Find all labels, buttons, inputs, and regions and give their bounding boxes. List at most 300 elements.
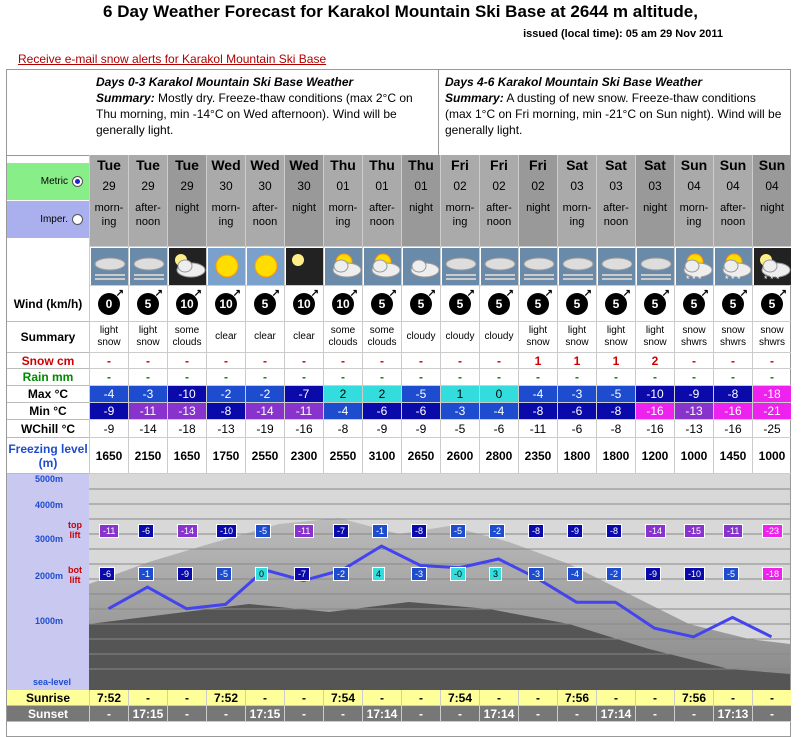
column-header <box>89 155 128 247</box>
snow-sun-icon <box>713 247 752 286</box>
sunrise-cell <box>206 690 245 706</box>
col-period: morn-ing <box>328 202 358 228</box>
cell-text: -9 <box>103 421 115 436</box>
bottom-lift-temp: -0 <box>450 567 466 581</box>
snow-cell <box>479 353 518 369</box>
top-lift-temp: -14 <box>645 524 666 538</box>
imperial-radio-icon[interactable] <box>72 214 83 225</box>
wind-speed: 10 <box>297 296 311 311</box>
cell-text: - <box>224 353 228 368</box>
max-temp-cell <box>362 386 401 403</box>
summary-cell <box>479 322 518 353</box>
min-temp-cell <box>89 403 128 420</box>
wind-speed: 5 <box>612 296 620 311</box>
cell-text: 2300 <box>290 448 318 463</box>
top-lift-temp: -11 <box>294 524 314 538</box>
sunrise-cell <box>440 690 479 706</box>
label-wind: Wind (km/h) <box>7 286 89 322</box>
cell-text: - <box>497 353 501 368</box>
col-date: 29 <box>180 179 194 193</box>
top-lift-temp: -14 <box>177 524 198 538</box>
wind-speed: 10 <box>180 296 194 311</box>
summary-text: snow shwrs <box>680 325 708 348</box>
bottom-lift-temp: -2 <box>606 567 622 581</box>
sunset-cell <box>128 706 167 722</box>
cell-text: -11 <box>529 421 547 436</box>
fog-icon <box>479 247 518 286</box>
sunrise-cell <box>89 690 128 706</box>
sunrise-cell <box>167 690 206 706</box>
wind-speed: 5 <box>534 296 542 311</box>
col-period: night <box>409 202 433 214</box>
label-freezing: Freezing level (m) <box>7 438 89 474</box>
cell-text: -6 <box>493 421 505 436</box>
min-temp-cell <box>245 403 284 420</box>
col-period: morn-ing <box>679 202 709 228</box>
col-period: after-noon <box>369 202 395 228</box>
alt-4000: 4000m <box>35 500 64 510</box>
wind-speed: 5 <box>261 296 269 311</box>
cell-text: 1000 <box>758 448 786 463</box>
min-temp-cell <box>401 403 440 420</box>
snow-cell <box>245 353 284 369</box>
summary-text: snow shwrs <box>719 325 747 348</box>
rain-cell <box>713 369 752 386</box>
cell-text: -9 <box>376 421 388 436</box>
freezing-level-cell <box>362 438 401 474</box>
metric-radio-icon[interactable] <box>72 176 83 187</box>
freezing-level-cell <box>674 438 713 474</box>
wind-cell <box>440 286 479 322</box>
summary-left-key: Summary: <box>96 91 155 105</box>
sunrise-cell <box>518 690 557 706</box>
wind-icon: 5 ↗ <box>410 293 432 315</box>
min-temp-cell <box>752 403 791 420</box>
summary-cell <box>635 322 674 353</box>
col-day: Sat <box>644 157 666 173</box>
column-header <box>713 155 752 247</box>
cell-text: -16 <box>646 421 664 436</box>
snow-cell <box>440 353 479 369</box>
sunset-cell <box>674 706 713 722</box>
rain-cell <box>167 369 206 386</box>
summary-text: snow shwrs <box>758 325 786 348</box>
wind-cell <box>518 286 557 322</box>
snow-cell <box>518 353 557 369</box>
summary-cell <box>167 322 206 353</box>
label-min: Min °C <box>7 403 89 420</box>
cell-text: -13 <box>685 421 703 436</box>
freezing-level-cell <box>635 438 674 474</box>
sunset-cell <box>440 706 479 722</box>
summary-cell <box>89 322 128 353</box>
summary-cell <box>362 322 401 353</box>
freezing-level-cell <box>479 438 518 474</box>
cell-text: 3100 <box>368 448 396 463</box>
summary-text: clear <box>293 331 315 342</box>
summary-days-4-6 <box>439 70 790 155</box>
cell-text: 2600 <box>446 448 474 463</box>
cell-text: -13 <box>685 404 703 418</box>
fog-icon <box>518 247 557 286</box>
freezing-level-cell <box>596 438 635 474</box>
freezing-level-cell <box>518 438 557 474</box>
cell-text: - <box>770 706 774 721</box>
snow-moon-icon <box>752 247 791 286</box>
wchill-cell <box>557 420 596 438</box>
cell-text: - <box>302 370 306 384</box>
col-day: Tue <box>97 157 121 173</box>
sunset-cell <box>713 706 752 722</box>
col-date: 01 <box>414 179 428 193</box>
column-header <box>362 155 401 247</box>
freezing-level-cell <box>245 438 284 474</box>
col-day: Fri <box>490 157 508 173</box>
max-temp-cell <box>89 386 128 403</box>
top-lift-temp: -7 <box>333 524 349 538</box>
bottom-lift-temp: -10 <box>684 567 705 581</box>
alt-1000: 1000m <box>35 616 64 626</box>
summary-text: cloudy <box>484 331 514 342</box>
max-temp-cell <box>596 386 635 403</box>
wchill-cell <box>401 420 440 438</box>
cell-text: - <box>341 706 345 721</box>
min-temp-cell <box>518 403 557 420</box>
label-rain: Rain mm <box>7 369 89 386</box>
summary-cell <box>518 322 557 353</box>
wchill-cell <box>362 420 401 438</box>
cell-text: - <box>302 353 306 368</box>
cell-text: - <box>380 370 384 384</box>
rain-cell <box>245 369 284 386</box>
rain-cell <box>752 369 791 386</box>
col-day: Fri <box>529 157 547 173</box>
rain-cell <box>596 369 635 386</box>
cell-text: - <box>692 353 696 368</box>
cell-text: 1000 <box>680 448 708 463</box>
col-date: 02 <box>531 179 545 193</box>
cell-text: -2 <box>220 387 232 401</box>
cell-text: -16 <box>295 421 313 436</box>
summary-right-text: A dusting of new snow. Freeze-thaw conditions (max 1°C on Fri morning, min -21°C on Sun night). Wind will be generally light. <box>445 91 782 137</box>
wind-speed: 5 <box>651 296 659 311</box>
max-temp-cell <box>635 386 674 403</box>
cell-text: -4 <box>493 404 505 418</box>
wchill-cell <box>245 420 284 438</box>
col-date: 04 <box>726 179 740 193</box>
sunset-cell <box>752 706 791 722</box>
cell-text: -3 <box>142 387 154 401</box>
cell-text: -8 <box>610 421 622 436</box>
wind-icon: 5 ↗ <box>488 293 510 315</box>
rain-cell <box>518 369 557 386</box>
label-sunrise: Sunrise <box>7 690 89 706</box>
wind-cell <box>713 286 752 322</box>
col-date: 01 <box>336 179 350 193</box>
cell-text: - <box>770 690 774 705</box>
col-day: Sat <box>605 157 627 173</box>
sunrise-cell <box>557 690 596 706</box>
alt-2000: 2000m <box>35 571 64 581</box>
cell-text: - <box>146 690 150 705</box>
cell-text: -13 <box>217 421 235 436</box>
column-header <box>518 155 557 247</box>
freezing-level-cell <box>557 438 596 474</box>
cell-text: - <box>185 370 189 384</box>
forecast-table <box>6 69 791 737</box>
rain-cell <box>284 369 323 386</box>
freezing-level-cell <box>206 438 245 474</box>
cell-text: 1450 <box>719 448 747 463</box>
freezing-level-cell <box>167 438 206 474</box>
col-day: Sat <box>566 157 588 173</box>
col-period: after-noon <box>252 202 278 228</box>
issued-time: issued (local time): 05 am 29 Nov 2011 <box>523 28 723 40</box>
cell-text: - <box>146 353 150 368</box>
summary-text: clear <box>215 331 237 342</box>
cell-text: 2 <box>378 387 386 401</box>
summary-text: some clouds <box>172 325 202 348</box>
freezing-level-cell <box>752 438 791 474</box>
wchill-cell <box>752 420 791 438</box>
cell-text: 17:14 <box>366 706 398 721</box>
top-lift-temp: -10 <box>216 524 237 538</box>
cell-text: -21 <box>763 404 781 418</box>
cell-text: - <box>458 706 462 721</box>
max-temp-cell <box>557 386 596 403</box>
min-temp-cell <box>674 403 713 420</box>
cell-text: 17:15 <box>132 706 164 721</box>
summary-text: some clouds <box>328 325 358 348</box>
bottom-lift-temp: -1 <box>138 567 154 581</box>
cell-text: 2350 <box>524 448 552 463</box>
sunset-cell <box>167 706 206 722</box>
wind-cell <box>89 286 128 322</box>
cell-text: 7:54 <box>447 690 473 705</box>
summary-cell <box>401 322 440 353</box>
cell-text: 17:15 <box>249 706 281 721</box>
cell-text: - <box>692 370 696 384</box>
bottom-lift-temp: -9 <box>645 567 661 581</box>
cell-text: -10 <box>646 387 664 401</box>
snow-cell <box>323 353 362 369</box>
wchill-cell <box>674 420 713 438</box>
cell-text: - <box>653 690 657 705</box>
wind-cell <box>167 286 206 322</box>
cell-text: 7:54 <box>330 690 356 705</box>
cell-text: - <box>536 370 540 384</box>
bottom-lift-temp: -3 <box>528 567 544 581</box>
cell-text: - <box>185 353 189 368</box>
snow-cell <box>713 353 752 369</box>
sunset-cell <box>479 706 518 722</box>
cell-text: 1200 <box>641 448 669 463</box>
cell-text: 2650 <box>407 448 435 463</box>
summary-text: light snow <box>97 325 121 348</box>
wchill-cell <box>89 420 128 438</box>
max-temp-cell <box>401 386 440 403</box>
wind-cell <box>401 286 440 322</box>
imperial-toggle[interactable] <box>7 201 89 238</box>
column-header <box>440 155 479 247</box>
sunrise-cell <box>245 690 284 706</box>
label-snow: Snow cm <box>7 353 89 369</box>
col-day: Thu <box>369 157 395 173</box>
freezing-level-graph <box>89 474 790 690</box>
top-lift-label: top lift <box>68 520 82 540</box>
cell-text: -6 <box>571 404 583 418</box>
wind-speed: 5 <box>768 296 776 311</box>
cell-text: -3 <box>454 404 466 418</box>
bottom-lift-temp: 0 <box>255 567 268 581</box>
wchill-cell <box>635 420 674 438</box>
col-day: Wed <box>211 157 241 173</box>
wind-cell <box>557 286 596 322</box>
top-lift-temp: -11 <box>99 524 119 538</box>
column-header <box>128 155 167 247</box>
freezing-level-cell <box>713 438 752 474</box>
sunrise-cell <box>284 690 323 706</box>
freezing-level-cell <box>323 438 362 474</box>
col-date: 02 <box>492 179 506 193</box>
cell-text: -13 <box>178 404 196 418</box>
max-temp-cell <box>323 386 362 403</box>
col-date: 02 <box>453 179 467 193</box>
snow-cell <box>89 353 128 369</box>
snow-cell <box>284 353 323 369</box>
summary-text: cloudy <box>445 331 475 342</box>
cell-text: 2150 <box>134 448 162 463</box>
col-period: night <box>292 202 316 214</box>
cell-text: - <box>224 706 228 721</box>
cell-text: -6 <box>415 404 427 418</box>
col-date: 01 <box>375 179 389 193</box>
cell-text: - <box>263 353 267 368</box>
sunrise-cell <box>323 690 362 706</box>
cell-text: -16 <box>724 421 742 436</box>
col-day: Wed <box>289 157 319 173</box>
cell-text: 2800 <box>485 448 513 463</box>
bottom-lift-temp: -5 <box>723 567 739 581</box>
snow-cell <box>596 353 635 369</box>
min-temp-cell <box>323 403 362 420</box>
snow-sun-icon <box>674 247 713 286</box>
col-period: after-noon <box>720 202 746 228</box>
snow-alert-link[interactable]: Receive e-mail snow alerts for Karakol Mountain Ski Base <box>18 52 327 66</box>
freezing-level-cell <box>128 438 167 474</box>
fog-icon <box>596 247 635 286</box>
summary-text: light snow <box>565 325 589 348</box>
rain-cell <box>635 369 674 386</box>
col-period: after-noon <box>135 202 161 228</box>
fog-icon <box>89 247 128 286</box>
rain-cell <box>128 369 167 386</box>
imperial-label: Imper. <box>40 214 68 225</box>
alt-3000: 3000m <box>35 534 64 544</box>
bottom-lift-temp: -18 <box>762 567 783 581</box>
wind-icon: 5 ↗ <box>371 293 393 315</box>
fog-icon <box>635 247 674 286</box>
summary-text: light snow <box>604 325 628 348</box>
max-temp-cell <box>479 386 518 403</box>
summary-cell <box>128 322 167 353</box>
column-header <box>284 155 323 247</box>
summary-text: light snow <box>526 325 550 348</box>
cell-text: - <box>185 706 189 721</box>
cell-text: 17:14 <box>483 706 515 721</box>
wind-speed: 10 <box>336 296 350 311</box>
max-temp-cell <box>128 386 167 403</box>
cell-text: 2 <box>339 387 347 401</box>
cell-text: 1 <box>456 387 464 401</box>
cell-text: - <box>341 353 345 368</box>
snow-cell <box>635 353 674 369</box>
cell-text: -16 <box>646 404 664 418</box>
metric-toggle[interactable] <box>7 163 89 200</box>
cell-text: -3 <box>571 387 583 401</box>
cell-text: -4 <box>337 404 349 418</box>
sunset-cell <box>401 706 440 722</box>
summary-cell <box>206 322 245 353</box>
label-max: Max °C <box>7 386 89 403</box>
column-header <box>596 155 635 247</box>
top-lift-temp: -8 <box>411 524 427 538</box>
bottom-lift-temp: 3 <box>489 567 502 581</box>
summary-days-0-3 <box>90 70 439 155</box>
wind-speed: 0 <box>105 296 113 311</box>
cell-text: 1650 <box>95 448 123 463</box>
wind-icon: 10 ↗ <box>332 293 354 315</box>
cell-text: -10 <box>178 387 196 401</box>
sunset-cell <box>89 706 128 722</box>
freezing-level-cell <box>440 438 479 474</box>
bottom-lift-temp: -5 <box>216 567 232 581</box>
fog-icon <box>440 247 479 286</box>
sunset-cell <box>596 706 635 722</box>
column-header <box>752 155 791 247</box>
min-temp-cell <box>167 403 206 420</box>
min-temp-cell <box>479 403 518 420</box>
cell-text: - <box>224 370 228 384</box>
col-date: 04 <box>687 179 701 193</box>
min-temp-cell <box>713 403 752 420</box>
column-header <box>167 155 206 247</box>
snow-cell <box>362 353 401 369</box>
top-lift-temp: -8 <box>606 524 622 538</box>
min-temp-cell <box>284 403 323 420</box>
cell-text: - <box>107 370 111 384</box>
cell-text: 1800 <box>563 448 591 463</box>
cell-text: -5 <box>415 387 427 401</box>
col-day: Thu <box>330 157 356 173</box>
col-period: morn-ing <box>211 202 241 228</box>
max-temp-cell <box>518 386 557 403</box>
wind-speed: 5 <box>378 296 386 311</box>
column-header <box>557 155 596 247</box>
cell-text: - <box>302 706 306 721</box>
col-date: 29 <box>102 179 116 193</box>
sunset-cell <box>518 706 557 722</box>
summary-cell <box>674 322 713 353</box>
cell-text: -9 <box>415 421 427 436</box>
sunset-cell <box>206 706 245 722</box>
summary-cell <box>596 322 635 353</box>
cell-text: -18 <box>763 387 781 401</box>
wchill-cell <box>440 420 479 438</box>
wchill-cell <box>479 420 518 438</box>
cell-text: - <box>419 706 423 721</box>
cell-text: - <box>107 706 111 721</box>
